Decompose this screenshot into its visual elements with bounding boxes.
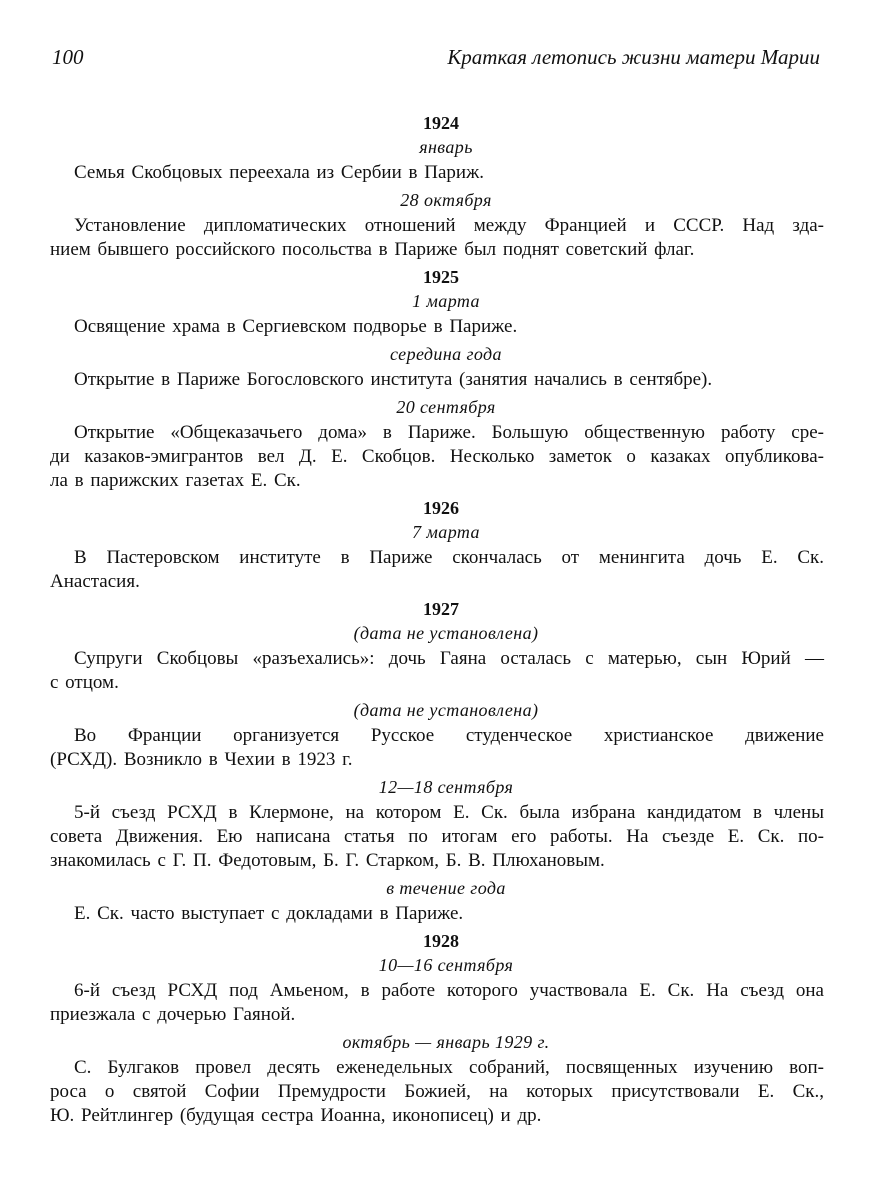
entry-line: Освящение храма в Сергиевском подворье в Париже. xyxy=(74,316,518,337)
date-heading: октябрь — январь 1929 г. xyxy=(342,1032,550,1052)
entry-line: ди казаков-эмигрантов вел Д. Е. Скобцов. Несколько заметок о казаках опубликова- xyxy=(50,446,824,467)
chronicle-entry xyxy=(50,724,824,772)
entry-line: Во Франции организуется Русское студенческое христианское движение xyxy=(74,725,824,746)
date-heading: 28 октября xyxy=(400,190,492,210)
entry-line: (РСХД). Возникло в Чехии в 1923 г. xyxy=(50,749,353,770)
chronicle-body xyxy=(50,111,824,1131)
running-title: Краткая летопись жизни матери Марии xyxy=(447,45,820,69)
date-heading: 10—16 сентября xyxy=(378,955,514,975)
entry-line: с отцом. xyxy=(50,672,119,693)
entry-line: Анастасия. xyxy=(50,571,140,592)
entry-line: приезжала с дочерью Гаяной. xyxy=(50,1004,296,1025)
chronicle-entry xyxy=(50,214,824,262)
date-heading: (дата не установлена) xyxy=(353,623,539,643)
date-heading: 12—18 сентября xyxy=(378,777,514,797)
chronicle-entry xyxy=(50,979,824,1027)
date-heading: январь xyxy=(419,137,473,157)
entry-line: нием бывшего российского посольства в Париже был поднят советский флаг. xyxy=(50,239,695,260)
entry-line: совета Движения. Ею написана статья по итогам его работы. На съезде Е. Ск. по- xyxy=(50,826,824,847)
entry-line: С. Булгаков провел десять еженедельных собраний, посвященных изучению воп- xyxy=(74,1057,824,1078)
year-heading: 1926 xyxy=(423,498,459,518)
entry-line: В Пастеровском институте в Париже скончалась от менингита дочь Е. Ск. xyxy=(74,547,824,568)
entry-line: ла в парижских газетах Е. Ск. xyxy=(50,470,301,491)
entry-line: роса о святой Софии Премудрости Божией, на которых присутствовали Е. Ск., xyxy=(50,1081,824,1102)
chronicle-entry xyxy=(50,421,824,493)
chronicle-entry xyxy=(50,315,824,339)
chronicle-entry xyxy=(50,1056,824,1128)
chronicle-entry xyxy=(50,647,824,695)
date-heading: 20 сентября xyxy=(396,397,496,417)
chronicle-entry xyxy=(50,546,824,594)
entry-line: Установление дипломатических отношений между Францией и СССР. Над зда- xyxy=(74,215,824,236)
year-heading: 1924 xyxy=(423,113,459,133)
entry-line: Е. Ск. часто выступает с докладами в Париже. xyxy=(74,903,464,924)
chronicle-entry xyxy=(50,368,824,392)
entry-line: Ю. Рейтлингер (будущая сестра Иоанна, иконописец) и др. xyxy=(50,1105,542,1126)
page-number: 100 xyxy=(52,45,84,69)
chronicle-entry xyxy=(50,902,824,926)
entry-line: Открытие «Общеказачьего дома» в Париже. Большую общественную работу сре- xyxy=(74,422,824,443)
year-heading: 1928 xyxy=(423,931,459,951)
date-heading: 1 марта xyxy=(412,291,480,311)
entry-line: 6-й съезд РСХД под Амьеном, в работе которого участвовала Е. Ск. На съезд она xyxy=(74,980,824,1001)
entry-line: знакомилась с Г. П. Федотовым, Б. Г. Старком, Б. В. Плюхановым. xyxy=(50,850,605,871)
date-heading: 7 марта xyxy=(412,522,480,542)
entry-line: Супруги Скобцовы «разъехались»: дочь Гаяна осталась с матерью, сын Юрий — xyxy=(74,648,824,669)
year-heading: 1927 xyxy=(423,599,459,619)
date-heading: середина года xyxy=(390,344,502,364)
chronicle-entry xyxy=(50,161,824,185)
date-heading: в течение года xyxy=(386,878,506,898)
year-heading: 1925 xyxy=(423,267,459,287)
chronicle-entry xyxy=(50,801,824,873)
entry-line: 5-й съезд РСХД в Клермоне, на котором Е. Ск. была избрана кандидатом в члены xyxy=(74,802,824,823)
entry-line: Семья Скобцовых переехала из Сербии в Париж. xyxy=(74,162,484,183)
entry-line: Открытие в Париже Богословского института (занятия начались в сентябре). xyxy=(74,369,713,390)
date-heading: (дата не установлена) xyxy=(353,700,539,720)
